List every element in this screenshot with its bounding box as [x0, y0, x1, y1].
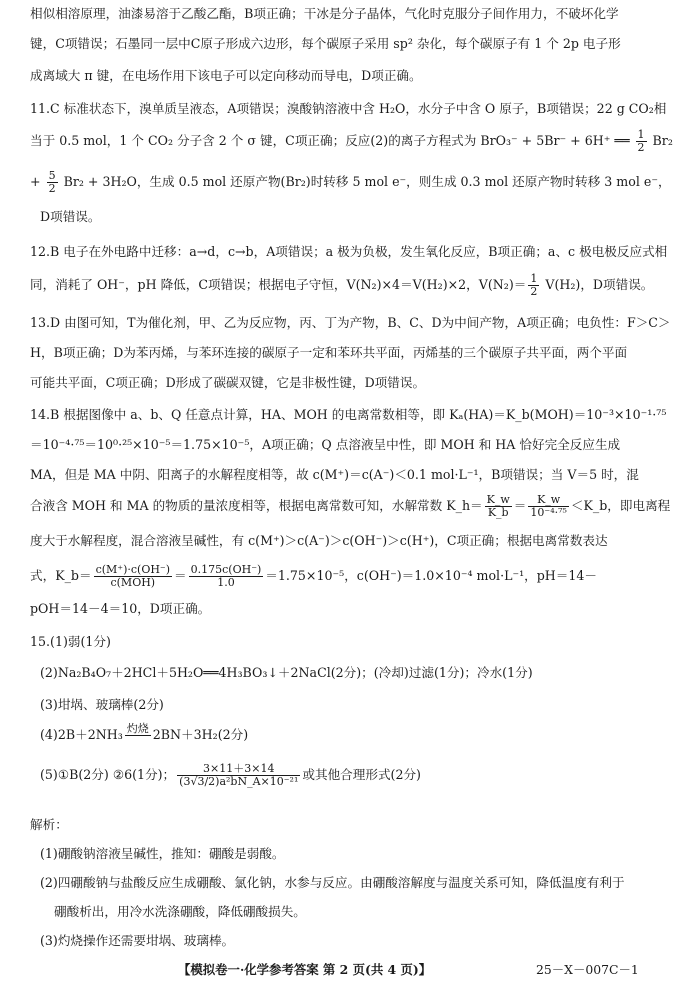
- answer-12-line: 12.B 电子在外电路中迁移：a→d，c→b，A项错误；a 极为负极，发生氧化反应，B项正确；a、c 极电极反应式相: [30, 244, 668, 259]
- denominator: 1.0: [217, 576, 235, 589]
- fraction: [636, 129, 647, 154]
- reaction-condition: 灼烧: [126, 722, 149, 735]
- denominator: 10⁻⁴·⁷⁵: [530, 506, 567, 519]
- answer-15-line: [40, 758, 630, 794]
- answer-14-line: [30, 559, 630, 595]
- text-span: +: [30, 174, 45, 189]
- numerator: 1: [530, 272, 538, 285]
- denominator: c(MOH): [110, 576, 156, 589]
- denominator: (3√3/2)a²bN_A×10⁻²¹: [179, 775, 299, 788]
- denominator: 2: [637, 141, 645, 154]
- text-span: Br₂ + 3H₂O，生成 0.5 mol 还原产物(Br₂)时转移 5 mol e⁻，则生成 0.3 mol 还原产物时转移 3 mol e⁻，: [59, 174, 671, 189]
- text-line: 键，C项错误；石墨同一层中C原子形成六边形，每个碳原子采用 sp² 杂化，每个碳原子有 1 个 2p 电子形: [30, 36, 621, 51]
- answer-15-line: (3)坩埚、玻璃棒(2分): [40, 697, 164, 712]
- analysis-line: (2)四硼酸钠与盐酸反应生成硼酸、氯化钠，水参与反应。由硼酸溶解度与温度关系可知，降低温度有利于: [40, 875, 625, 890]
- text-span: ＜K_b，即电离程: [570, 498, 671, 513]
- fraction: [47, 170, 58, 195]
- analysis-line: (3)灼烧操作还需要坩埚、玻璃棒。: [40, 933, 235, 948]
- text-span: 式，K_b＝: [30, 568, 92, 583]
- numerator: 5: [48, 169, 56, 182]
- answer-13-line: 13.D 由图可知，T为催化剂，甲、乙为反应物，丙、丁为产物，B、C、D为中间产物，A项正确；电负性：F＞C＞: [30, 315, 671, 330]
- text-span: 同，消耗了 OH⁻，pH 降低，C项错误；根据电子守恒，V(N₂)×4＝V(H₂)×2，V(N₂)＝: [30, 277, 527, 292]
- text-line: 成离域大 π 键，在电场作用下该电子可以定向移动而导电，D项正确。: [30, 68, 422, 83]
- answer-14-line: ＝10⁻⁴·⁷⁵＝10⁰·²⁵×10⁻⁵＝1.75×10⁻⁵，A项正确；Q 点溶液呈中性，即 MOH 和 HA 恰好完全反应生成: [30, 437, 621, 452]
- text-span: (5)①B(2分) ②6(1分)；: [40, 767, 176, 782]
- answer-14-line: 度大于水解程度，混合溶液呈碱性，有 c(M⁺)＞c(A⁻)＞c(OH⁻)＞c(H⁺)，C项正确；根据电离常数表达: [30, 533, 608, 548]
- answer-11-line: 11.C 标准状态下，溴单质呈液态，A项错误；溴酸钠溶液中含 H₂O，水分子中含 O 原子，B项错误；22 g CO₂相: [30, 101, 667, 116]
- numerator: 1: [637, 128, 645, 141]
- answer-13-line: 可能共平面，C项正确；D形成了碳碳双键，它是非极性键，D项错误。: [30, 375, 426, 390]
- answer-13-line: H，B项正确；D为苯丙烯，与苯环连接的碳原子一定和苯环共平面，丙烯基的三个碳原子共平面，两个平面: [30, 345, 628, 360]
- numerator: 0.175c(OH⁻): [190, 563, 262, 576]
- fraction: [485, 494, 512, 519]
- answer-11-line: [30, 124, 673, 160]
- text-span: ＝: [174, 568, 187, 583]
- answer-11-line: [30, 165, 671, 201]
- analysis-heading: 解析：: [30, 817, 68, 832]
- answer-14-line: MA，但是 MA 中阴、阳离子的水解程度相等，故 c(M⁺)＝c(A⁻)＜0.1 mol·L⁻¹，B项错误；当 V＝5 时，混: [30, 467, 639, 482]
- text-span: Br₂: [648, 133, 673, 148]
- answer-15-line: 15.(1)弱(1分): [30, 634, 111, 649]
- answer-14-line: [30, 489, 671, 525]
- denominator: 2: [48, 182, 56, 195]
- text-span: 或其他合理形式(2分): [302, 767, 421, 782]
- text-line: 相似相溶原理，油漆易溶于乙酸乙酯，B项正确；干冰是分子晶体，气化时克服分子间作用力，不破坏化学: [30, 6, 619, 21]
- fraction: [189, 564, 264, 589]
- text-span: ＝1.75×10⁻⁵，c(OH⁻)＝1.0×10⁻⁴ mol·L⁻¹，pH＝14－: [265, 568, 597, 583]
- text-span: ＝: [513, 498, 527, 513]
- fraction: [528, 273, 539, 298]
- fraction: [528, 494, 569, 519]
- answer-14-line: pOH＝14－4＝10，D项正确。: [30, 601, 211, 616]
- answer-12-line: [30, 268, 654, 304]
- footer-code: 25－X－007C－1: [536, 962, 639, 977]
- numerator: K_w: [528, 494, 569, 507]
- denominator: K_b: [487, 506, 509, 519]
- denominator: 2: [530, 285, 538, 298]
- text-span: 当于 0.5 mol，1 个 CO₂ 分子含 2 个 σ 键，C项正确；反应(2)的离子方程式为 BrO₃⁻ + 5Br⁻ + 6H⁺ ══: [30, 133, 634, 148]
- numerator: K_w: [486, 493, 510, 506]
- answer-15-line: [40, 718, 630, 754]
- numerator: c(M⁺)·c(OH⁻): [95, 563, 171, 576]
- analysis-line: (1)硼酸钠溶液呈碱性，推知：硼酸是弱酸。: [40, 846, 285, 861]
- text-span: 合液含 MOH 和 MA 的物质的量浓度相等，根据电离常数可知，水解常数 K_h＝: [30, 498, 483, 513]
- footer-title: 【模拟卷一·化学参考答案 第 2 页(共 4 页)】: [178, 962, 432, 977]
- fraction: [94, 564, 172, 589]
- answer-14-line: 14.B 根据图像中 a、b、Q 任意点计算，HA、MOH 的电离常数相等，即 Kₐ(HA)＝K_b(MOH)＝10⁻³×10⁻¹·⁷⁵: [30, 407, 667, 422]
- reaction-condition-arrow: [125, 723, 151, 748]
- answer-15-line: (2)Na₂B₄O₇＋2HCl＋5H₂O══4H₃BO₃↓＋2NaCl(2分)；(冷却)过滤(1分)；冷水(1分): [40, 665, 533, 680]
- text-span: V(H₂)，D项错误。: [541, 277, 654, 292]
- answer-11-line: D项错误。: [40, 209, 101, 224]
- text-span: (4)2B＋2NH₃: [40, 727, 123, 742]
- numerator: 3×11＋3×14: [177, 763, 300, 776]
- text-span: 2BN＋3H₂(2分): [152, 727, 249, 742]
- analysis-line: 硼酸析出，用冷水洗涤硼酸，降低硼酸损失。: [54, 904, 306, 919]
- arrow-spacer: [125, 736, 151, 748]
- fraction: [177, 763, 300, 788]
